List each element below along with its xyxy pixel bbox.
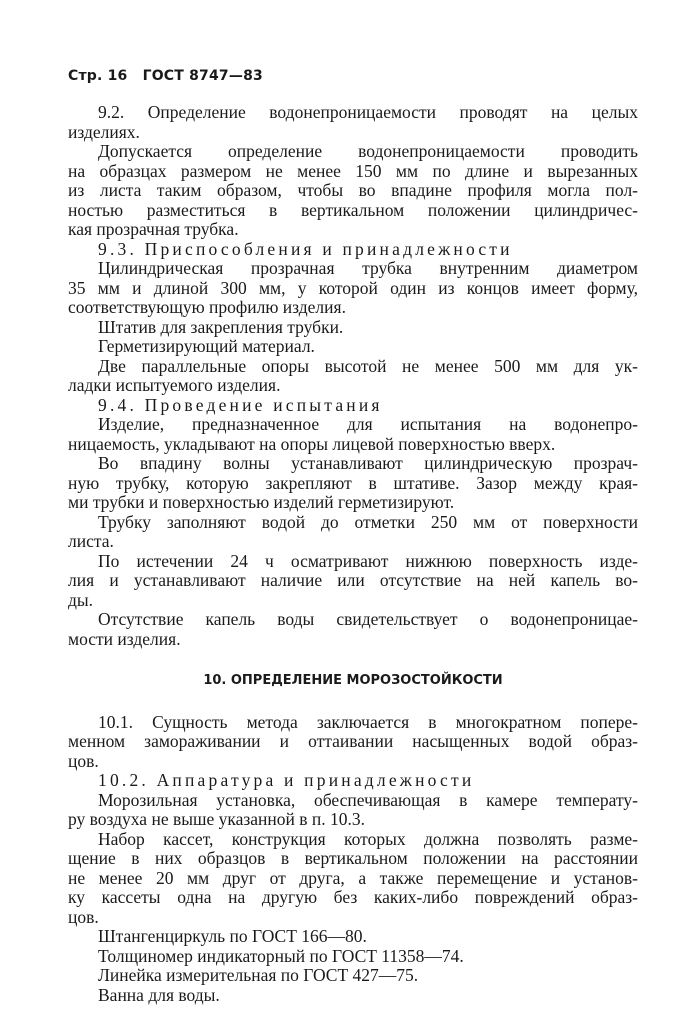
text-line: ру воздуха не выше указанной в п. 10.3. (68, 809, 366, 829)
text-line: 10.1. Сущность метода заключается в многократном попере- (98, 711, 638, 732)
item-ruler: Линейка измерительная по ГОСТ 427—75. (98, 965, 419, 985)
text-line: По истечении 24 ч осматривают нижнюю поверхность изде- (98, 550, 638, 571)
text-line: Изделие, предназначенное для испытания на водонепро- (98, 414, 638, 434)
paragraph-10-1 (68, 713, 638, 772)
text-line: 35 мм и длиной 300 мм, у которой один из концов имеет форму, (68, 277, 638, 298)
text-line: ку кассеты одна на другую без каких-либо повреждений образ- (68, 887, 638, 907)
text-line: Трубку заполняют водой до отметки 250 мм от поверхности (98, 511, 638, 532)
section-gap (68, 649, 638, 671)
text-line: Морозильная установка, обеспечивающая в камере температу- (98, 789, 638, 810)
paragraph-freezer (68, 791, 638, 830)
item-stand: Штатив для закрепления трубки. (98, 316, 344, 337)
text-line: ностью разместиться в вертикальном положении цилиндричес- (68, 199, 638, 220)
text-line: на образцах размером не менее 150 мм по длине и вырезанных (68, 160, 638, 181)
paragraph-supports (68, 357, 638, 396)
text-line: ницаемость, укладывают на опоры лицевой поверхностью вверх. (68, 433, 556, 454)
text-line: ды. (68, 589, 94, 610)
running-header (68, 68, 273, 84)
text-line: из листа таким образом, чтобы во впадине профиля могла пол- (68, 180, 638, 200)
paragraph-9-2 (68, 103, 638, 142)
item-bath: Ванна для воды. (98, 984, 220, 1005)
text-line: цов. (68, 750, 99, 771)
standard-number: ГОСТ 8747—83 (142, 68, 263, 84)
text-line: ладки испытуемого изделия. (68, 375, 281, 395)
paragraph-allowed (68, 142, 638, 240)
text-line: Отсутствие капель воды свидетельствует о водонепроницае- (98, 609, 638, 629)
item-caliper: Штангенциркуль по ГОСТ 166—80. (98, 926, 367, 946)
text-line: 9.2. Определение водонепроницаемости проводят на целых (98, 102, 638, 122)
text-line: кая прозрачная трубка. (68, 219, 239, 239)
paragraph-install (68, 454, 638, 513)
paragraph-place (68, 415, 638, 454)
section-heading-10: 10. ОПРЕДЕЛЕНИЕ МОРОЗОСТОЙКОСТИ (203, 673, 503, 688)
text-line: не менее 20 мм друг от друга, а также перемещение и установ- (68, 867, 638, 888)
paragraph-cassettes (68, 830, 638, 928)
text-line: цов. (68, 906, 99, 927)
paragraph-result (68, 610, 638, 649)
text-line: Набор кассет, конструкция которых должна позволять разме- (98, 828, 638, 849)
text-line: Цилиндрическая прозрачная трубка внутренним диаметром (98, 258, 638, 278)
text-line: Допускается определение водонепроницаемости проводить (98, 141, 638, 161)
subheading-9-3: 9.3. Приспособления и принадлежности (98, 238, 513, 259)
text-line: мости изделия. (68, 628, 181, 649)
text-line: листа. (68, 531, 114, 551)
text-line: менном замораживании и оттаивании насыщенных водой образ- (68, 731, 638, 751)
subheading-10-2: 10.2. Аппаратура и принадлежности (98, 770, 475, 790)
text-line: изделиях. (68, 121, 140, 142)
item-thickness-gauge: Толщиномер индикаторный по ГОСТ 11358—74. (98, 945, 464, 966)
text-line: Во впадину волны устанавливают цилиндрическую прозрач- (98, 453, 638, 473)
paragraph-fill (68, 513, 638, 552)
subheading-9-4: 9.4. Проведение испытания (98, 394, 383, 415)
text-line: соответствующую профилю изделия. (68, 297, 346, 317)
text-line: ми трубки и поверхностью изделий герметизируют. (68, 492, 455, 512)
page-number: Стр. 16 (68, 68, 128, 84)
text-line: Две параллельные опоры высотой не менее 500 мм для ук- (98, 355, 638, 376)
text-line: ную трубку, которую закрепляют в штативе. Зазор между края- (68, 472, 638, 493)
text-line: щение в них образцов в вертикальном положении на расстоянии (68, 848, 638, 868)
page-body (68, 103, 638, 1005)
section-gap (68, 691, 638, 713)
item-sealant: Герметизирующий материал. (98, 336, 315, 356)
text-line: лия и устанавливают наличие или отсутствие на ней капель во- (68, 570, 638, 590)
paragraph-inspect (68, 552, 638, 611)
paragraph-tube (68, 259, 638, 318)
